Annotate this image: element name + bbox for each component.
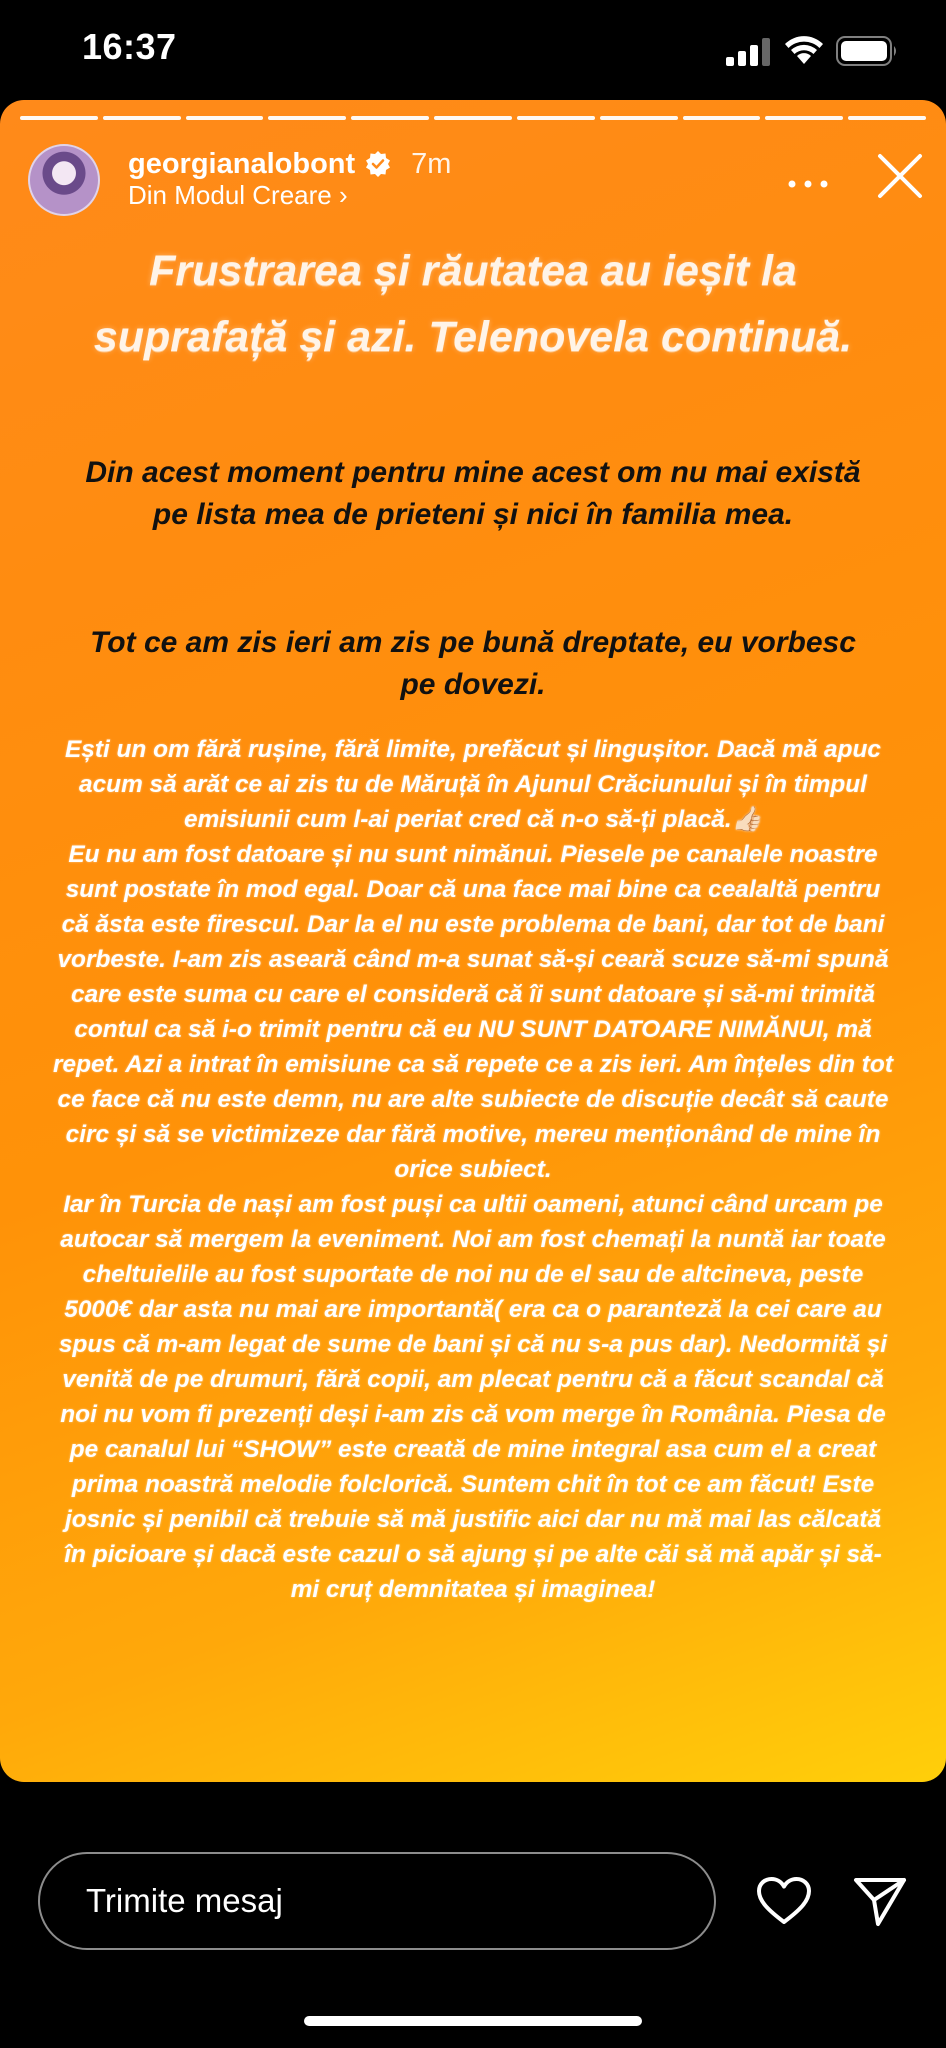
story-header [128, 144, 451, 184]
story-progress-segment [268, 116, 346, 120]
story-progress-segment [103, 116, 181, 120]
wifi-icon [784, 34, 824, 66]
send-message-input[interactable] [38, 1852, 716, 1950]
story-progress-segment [600, 116, 678, 120]
close-icon[interactable] [876, 152, 924, 200]
status-bar [0, 0, 946, 100]
battery-icon [836, 36, 898, 66]
creator-mode-link[interactable] [128, 180, 348, 211]
story-progress-segment [683, 116, 761, 120]
avatar[interactable] [28, 144, 100, 216]
story-body-paragraph: Ești un om fără rușine, fără limite, prefăcut și lingușitor. Dacă mă apuc acum să arăt ce ai zis tu de Măruță în Ajunul Crăciunului și în timpul emisiunii cum l-ai periat cred că n-o să-ți placă.👍🏻 [65, 736, 881, 833]
story-progress-segment [186, 116, 264, 120]
story-body [52, 732, 894, 1607]
verified-badge-icon [365, 151, 391, 177]
story-progress-segment [848, 116, 926, 120]
more-dots-icon[interactable] [784, 174, 832, 194]
story-progress-segment [517, 116, 595, 120]
home-indicator[interactable] [304, 2016, 642, 2026]
story-statement-1: Din acest moment pentru mine acest om nu mai există pe lista mea de prieteni și nici în familia mea. [85, 456, 861, 531]
story-progress-segment [765, 116, 843, 120]
story-progress-segment [434, 116, 512, 120]
story-progress-segment [20, 116, 98, 120]
status-time: 16:37 [82, 26, 177, 67]
story-title: Frustrarea și răutatea au ieșit la suprafață și azi. Telenovela continuă. [93, 247, 853, 361]
story-progress-bars [20, 116, 926, 120]
cellular-signal-icon [726, 38, 770, 66]
story-statement-2: Tot ce am zis ieri am zis pe bună dreptate, eu vorbesc pe dovezi. [90, 626, 856, 701]
creator-mode-label: Din Modul Creare › [128, 180, 348, 210]
story-time-ago: 7m [411, 147, 452, 180]
username[interactable]: georgianalobont [128, 147, 356, 180]
story-body-paragraph: Iar în Turcia de nași am fost puși ca ultii oameni, atunci când urcam pe autocar să mergem la eveniment. Noi am fost chemați la nuntă iar toate cheltuielile au fost suportate de noi nu de el sau de altcineva, peste 5000€ dar asta nu mai are importantă( era ca o paranteză la cei care au spus că m-am legat de sume de bani și că nu s-a pus dar). Nedormită și venită de pe drumuri, fără copii, am plecat pentru că a făcut scandal că noi nu vom fi prezenți deși i-am zis că vom merge în România. Piesa de pe canalul lui “SHOW” este creată de mine integral asa cum el a creat prima noastră melodie folclorică. Suntem chit în tot ce am făcut! Este josnic și penibil că trebuie să mă justific aici dar nu mă mai las călcată în picioare și dacă este cazul o să ajung și pe alte căi să mă apăr și să-mi cruț demnitatea și imaginea! [58, 1191, 888, 1603]
send-icon[interactable] [852, 1876, 908, 1928]
story-body-paragraph: Eu nu am fost datoare și nu sunt nimănui. Piesele pe canalele noastre sunt postate în mod egal. Doar că una face mai bine ca cealaltă pentru că ăsta este firescul. Dar la el nu este problema de bani, dar tot de bani vorbeste. I-am zis aseară când m-a sunat să-și ceară scuze să-mi spună care este suma cu care el consideră că îi sunt datoare și să-mi trimită contul ca să i-o trimit pentru că eu NU SUNT DATOARE NIMĂNUI, mă repet. Azi a intrat în emisiune ca să repete ce a zis ieri. Am înțeles din tot ce face că nu este demn, nu are alte subiecte de discuție decât să caute circ și să se victimizeze dar fără motive, mereu menționând de mine în orice subiect. [53, 841, 893, 1183]
heart-icon[interactable] [756, 1876, 812, 1926]
story-progress-segment [351, 116, 429, 120]
story-card[interactable] [0, 100, 946, 1782]
